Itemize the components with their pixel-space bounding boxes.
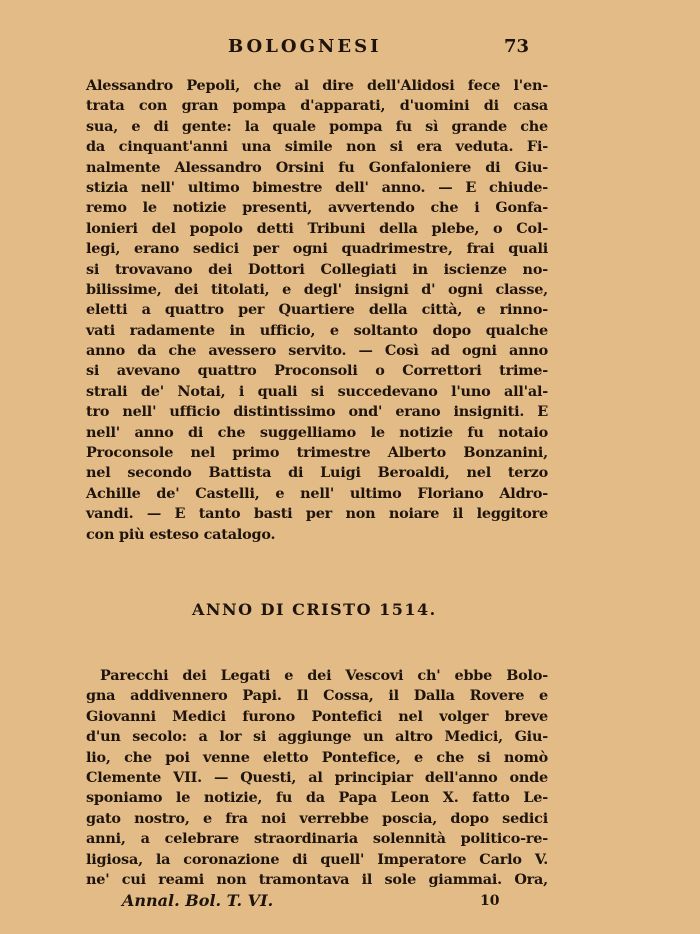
text-line: Parecchi dei Legati e dei Vescovi ch' ebbe Bolo- xyxy=(100,667,548,684)
text-line: da cinquant'anni una simile non si era veduta. Fi- xyxy=(86,138,548,156)
text-line: tro nell' ufficio distintissimo ond' erano insigniti. E xyxy=(86,403,548,421)
text-line: bilissime, dei titolati, e degl' insigni d' ogni classe, xyxy=(86,280,548,298)
text-line: anno da che avessero servito. — Così ad ogni anno xyxy=(86,342,548,360)
text-line: vati radamente in ufficio, e soltanto dopo qualche xyxy=(86,321,548,339)
sheet-number: 10 xyxy=(480,893,500,909)
text-line: gna addivennero Papi. Il Cossa, il Dalla Rovere e xyxy=(86,687,548,705)
running-title: BOLOGNESI xyxy=(228,36,382,57)
text-line: nel secondo Battista di Luigi Beroaldi, nel terzo xyxy=(86,464,548,482)
text-line: gato nostro, e fra noi verrebbe poscia, dopo sedici xyxy=(86,809,548,827)
text-line: Clemente VII. — Questi, al principiar dell'anno onde xyxy=(86,768,548,786)
text-line: nell' anno di che suggelliamo le notizie fu notaio xyxy=(86,423,548,441)
text-line: nalmente Alessandro Orsini fu Gonfaloniere di Giu- xyxy=(86,158,548,176)
paragraph-continued xyxy=(86,76,548,545)
text-line: vandi. — E tanto basti per non noiare il leggitore xyxy=(86,505,548,523)
running-head xyxy=(0,36,700,60)
section-heading: ANNO DI CRISTO 1514. xyxy=(192,600,437,619)
text-line: stizia nell' ultimo bimestre dell' anno. — E chiude- xyxy=(86,178,548,196)
text-line: con più esteso catalogo. xyxy=(86,525,276,543)
paragraph-new-section xyxy=(86,666,548,890)
text-line: legi, erano sedici per ogni quadrimestre, frai quali xyxy=(86,240,548,258)
text-line: si trovavano dei Dottori Collegiati in iscienze no- xyxy=(86,260,548,278)
text-line: trata con gran pompa d'apparati, d'uomini di casa xyxy=(86,97,548,115)
text-line: lonieri del popolo detti Tribuni della plebe, o Col- xyxy=(86,219,548,237)
text-line: sua, e di gente: la quale pompa fu sì grande che xyxy=(86,117,548,135)
text-line: strali de' Notai, i quali si succedevano l'uno all'al- xyxy=(86,382,548,400)
signature-mark: Annal. Bol. T. VI. xyxy=(122,891,274,910)
text-line: Achille de' Castelli, e nell' ultimo Floriano Aldro- xyxy=(86,484,548,502)
text-line: ne' cui reami non tramontava il sole giammai. Ora, xyxy=(86,870,548,888)
text-line: Giovanni Medici furono Pontefici nel volger breve xyxy=(86,707,548,725)
page-number: 73 xyxy=(504,36,530,57)
page-footer xyxy=(0,891,700,915)
text-line: ligiosa, la coronazione di quell' Imperatore Carlo V. xyxy=(86,850,548,868)
text-line: eletti a quattro per Quartiere della città, e rinno- xyxy=(86,301,548,319)
text-line: si avevano quattro Proconsoli o Correttori trime- xyxy=(86,362,548,380)
text-line: Proconsole nel primo trimestre Alberto Bonzanini, xyxy=(86,444,548,462)
text-line: lio, che poi venne eletto Pontefice, e che si nomò xyxy=(86,748,548,766)
text-line: sponiamo le notizie, fu da Papa Leon X. fatto Le- xyxy=(86,789,548,807)
text-line: remo le notizie presenti, avvertendo che i Gonfa- xyxy=(86,199,548,217)
text-line: d'un secolo: a lor si aggiunge un altro Medici, Giu- xyxy=(86,728,548,746)
text-line: anni, a celebrare straordinaria solennità politico-re- xyxy=(86,830,548,848)
text-line: Alessandro Pepoli, che al dire dell'Alidosi fece l'en- xyxy=(86,77,548,94)
